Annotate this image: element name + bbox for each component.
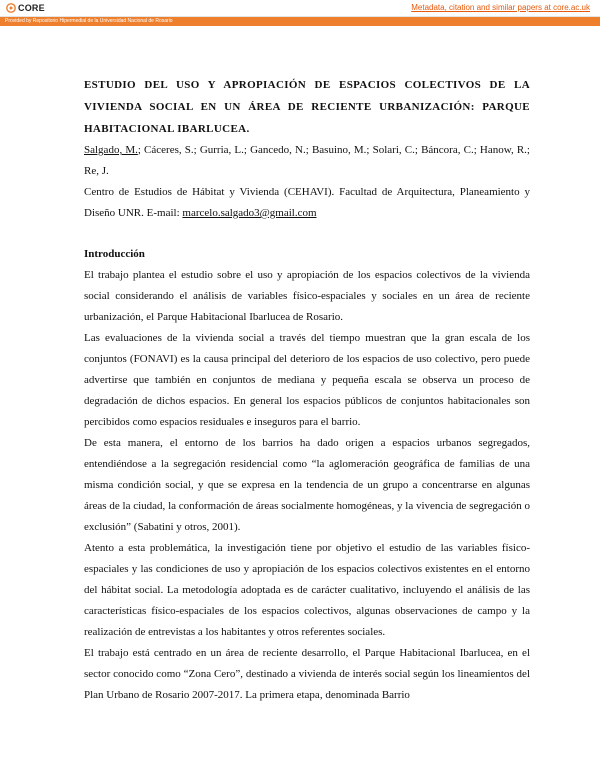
author-list: [84, 140, 530, 182]
first-author: Salgado, M.: [84, 144, 138, 156]
core-logo-text: CORE: [18, 3, 45, 13]
email-link[interactable]: marcelo.salgado3@gmail.com: [182, 207, 317, 219]
paragraph: El trabajo está centrado en un área de reciente desarrollo, el Parque Habitacional Ibarlucea, en el sector conocido como “Zona Cero”, destinado a vivienda de interés social según los lineamientos del Plan Urbano de Rosario 2007-2017. La primera etapa, denominada Barrio: [84, 647, 530, 701]
provider-text[interactable]: Provided by Repositorio Hipermedial de la Universidad Nacional de Rosario: [5, 18, 173, 24]
section-heading-introduccion: Introducción: [84, 248, 145, 260]
affiliation: [84, 182, 530, 224]
paragraph: De esta manera, el entorno de los barrios ha dado origen a espacios urbanos segregados, entendiéndose a la segregación residencial como “la aglomeración geográfica de familias de una misma condición social, y que se expresa en la tendencia de un grupo a concentrarse en algunas áreas de la ciudad, la conformación de áreas socialmente homogéneas, y la vivencia de segregación o exclusión” (Sabatini y otros, 2001).: [84, 437, 530, 533]
core-metadata-link[interactable]: Metadata, citation and similar papers at core.ac.uk: [411, 3, 590, 12]
paragraph: Atento a esta problemática, la investigación tiene por objetivo el estudio de las variables físico-espaciales y las condiciones de uso y apropiación de los espacios colectivos existentes en el entorno del hábitat social. La metodología adoptada es de carácter cualitativo, incluyendo el análisis de las características físico-espaciales de los espacios colectivos, algunas observaciones de campo y la realización de entrevistas a los habitantes y otros referentes sociales.: [84, 542, 530, 638]
core-logo[interactable]: [6, 2, 45, 14]
paper-body: [84, 74, 530, 706]
section-spacer: [84, 224, 530, 244]
paragraph: Las evaluaciones de la vivienda social a través del tiempo muestran que la gran escala de los conjuntos (FONAVI) es la causa principal del deterioro de los espacios de uso colectivo, pero puede advertirse que también en conjuntos de mediana y pequeña escala se observa un proceso de degradación de dichos espacios. En general los espacios públicos de conjuntos habitacionales son percibidos como espacios residuales e inseguros para el barrio.: [84, 332, 530, 428]
paper-title: ESTUDIO DEL USO Y APROPIACIÓN DE ESPACIOS COLECTIVOS DE LA VIVIENDA SOCIAL EN UN ÁREA DE RECIENTE URBANIZACIÓN: PARQUE HABITACIONAL IBARLUCEA.: [84, 79, 530, 135]
affiliation-text: Centro de Estudios de Hábitat y Vivienda (CEHAVI). Facultad de Arquitectura, Planeamiento y Diseño UNR. E-mail:: [84, 186, 530, 219]
core-header-bar: [0, 0, 600, 17]
paragraph: El trabajo plantea el estudio sobre el uso y apropiación de los espacios colectivos de la vivienda social considerando el análisis de variables físico-espaciales y sociales en un área de reciente urbanización, el Parque Habitacional Ibarlucea de Rosario.: [84, 269, 530, 323]
other-authors: ; Cáceres, S.; Gurria, L.; Gancedo, N.; Basuino, M.; Solari, C.; Báncora, C.; Hanow, R.; Re, J.: [84, 144, 530, 177]
core-logo-icon: [6, 3, 16, 13]
provider-bar: [0, 17, 600, 26]
